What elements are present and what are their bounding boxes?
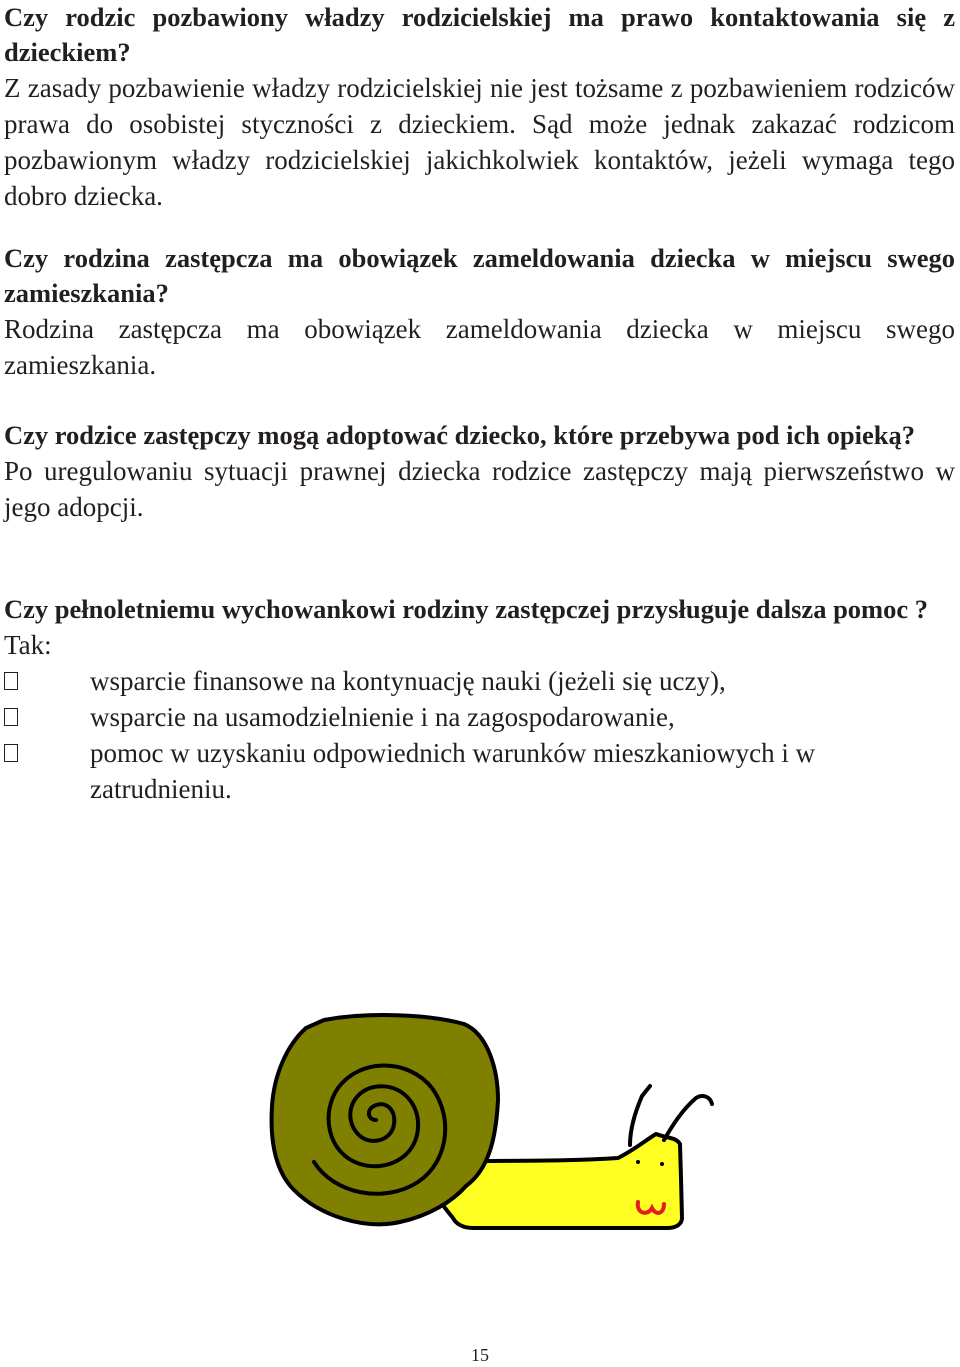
question-heading: Czy rodzice zastępczy mogą adoptować dziecko, które przebywa pod ich opieką?: [4, 420, 915, 450]
answer-paragraph: Z zasady pozbawienie władzy rodzicielskiej nie jest tożsame z pozbawieniem rodziców prawa do osobistej styczności z dzieckiem. Sąd może jednak zakazać rodzicom pozbawionym władzy rodzicielskiej jakichkolwiek kontaktów, jeżeli wymaga tego dobro dziecka.: [4, 73, 955, 211]
faq-section-adoption: [4, 418, 955, 525]
list-item: [4, 699, 955, 735]
question-heading: Czy rodzina zastępcza ma obowiązek zameldowania dziecka w miejscu swego zamieszkania?: [4, 243, 955, 308]
snail-eye: [636, 1160, 640, 1164]
question-heading: Czy pełnoletniemu wychowankowi rodziny zastępczej przysługuje dalsza pomoc ?: [4, 594, 929, 624]
faq-section-registration: [4, 241, 955, 383]
square-bullet-icon: [4, 708, 18, 726]
list-item-text: pomoc w uzyskaniu odpowiednich warunków mieszkaniowych i w zatrudnieniu.: [90, 738, 816, 804]
faq-section-further-support: [4, 592, 955, 807]
list-item-text: wsparcie na usamodzielnienie i na zagospodarowanie,: [90, 702, 675, 732]
list-item: [4, 735, 955, 807]
answer-intro: Tak:: [4, 630, 52, 660]
antenna-left: [630, 1086, 650, 1145]
list-item-text: wsparcie finansowe na kontynuację nauki (jeżeli się uczy),: [90, 666, 726, 696]
page-number: 15: [471, 1345, 489, 1365]
answer-paragraph: Po uregulowaniu sytuacji prawnej dziecka rodzice zastępczy mają pierwszeństwo w jego adopcji.: [4, 456, 955, 522]
faq-section-parental-contact: [4, 0, 955, 214]
square-bullet-icon: [4, 744, 18, 762]
snail-eye: [660, 1162, 664, 1166]
list-item: [4, 663, 955, 699]
answer-paragraph: Rodzina zastępcza ma obowiązek zameldowania dziecka w miejscu swego zamieszkania.: [4, 314, 955, 380]
antenna-right: [664, 1096, 712, 1140]
snail-illustration: [268, 1010, 728, 1260]
question-heading: Czy rodzic pozbawiony władzy rodzicielskiej ma prawo kontaktowania się z dzieckiem?: [4, 2, 955, 67]
support-list: [4, 663, 955, 807]
square-bullet-icon: [4, 672, 18, 690]
